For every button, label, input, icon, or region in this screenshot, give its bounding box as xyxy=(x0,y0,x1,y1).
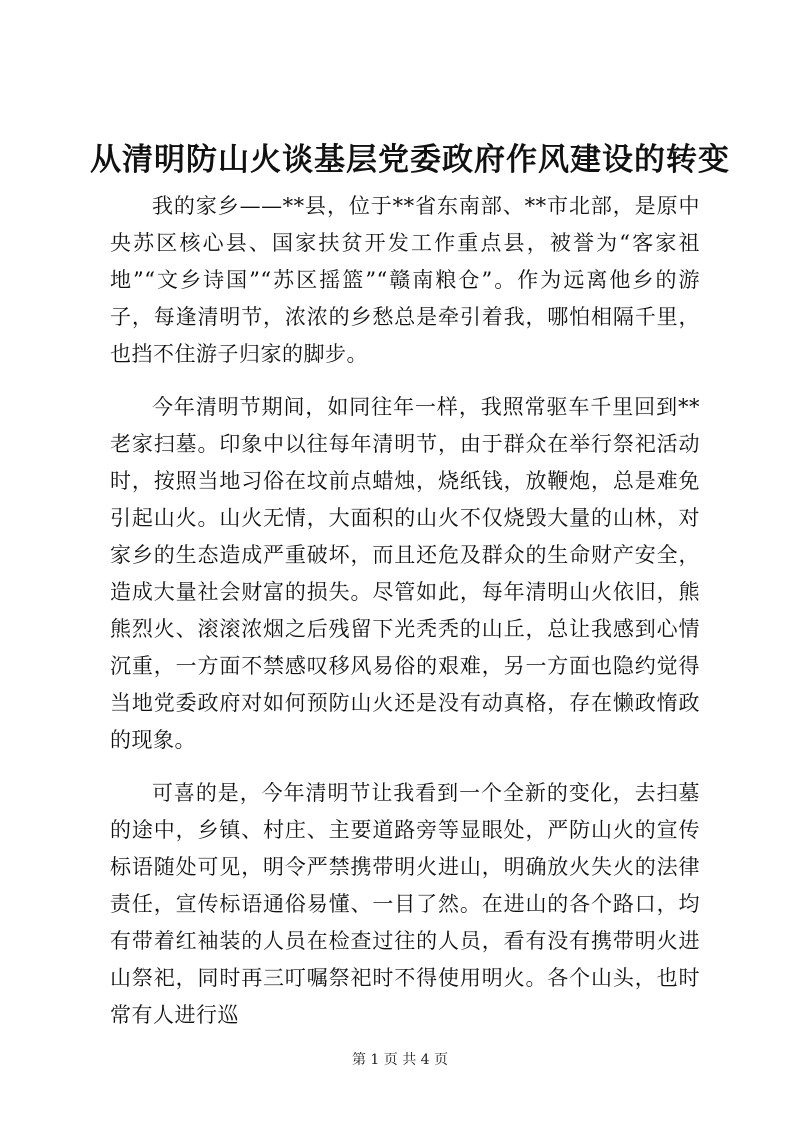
paragraph-3: 可喜的是，今年清明节让我看到一个全新的变化，去扫墓的途中，乡镇、村庄、主要道路旁等显眼处，严防山火的宣传标语随处可见，明令严禁携带明火进山，明确放火失火的法律责任，宣传标语通俗易懂、一目了然。在进山的各个路口，均有带着红袖装的人员在检查过往的人员，看有没有携带明火进山祭祀，同时再三叮嘱祭祀时不得使用明火。各个山头，也时常有人进行巡 xyxy=(110,781,700,1027)
document-body xyxy=(110,188,700,1050)
paragraph-1: 我的家乡——**县，位于**省东南部、**市北部，是原中央苏区核心县、国家扶贫开发工作重点县，被誉为“客家祖地”“文乡诗国”“苏区摇篮”“赣南粮仓”。作为远离他乡的游子，每逢清明节，浓浓的乡愁总是牵引着我，哪怕相隔千里，也挡不住游子归家的脚步。 xyxy=(110,194,700,366)
page-footer: 第 1 页 共 4 页 xyxy=(351,1052,449,1068)
document-title: 从清明防山火谈基层党委政府作风建设的转变 xyxy=(90,142,730,178)
paragraph-2: 今年清明节期间，如同往年一样，我照常驱车千里回到**老家扫墓。印象中以往每年清明节，由于群众在举行祭祀活动时，按照当地习俗在坟前点蜡烛，烧纸钱，放鞭炮，总是难免引起山火。山火无情，大面积的山火不仅烧毁大量的山林，对家乡的生态造成严重破坏，而且还危及群众的生命财产安全，造成大量社会财富的损失。尽管如此，每年清明山火依旧，熊熊烈火、滚滚浓烟之后残留下光秃秃的山丘，总让我感到心情沉重，一方面不禁感叹移风易俗的艰难，另一方面也隐约觉得当地党委政府对如何预防山火还是没有动真格，存在懒政惰政的现象。 xyxy=(110,395,700,752)
